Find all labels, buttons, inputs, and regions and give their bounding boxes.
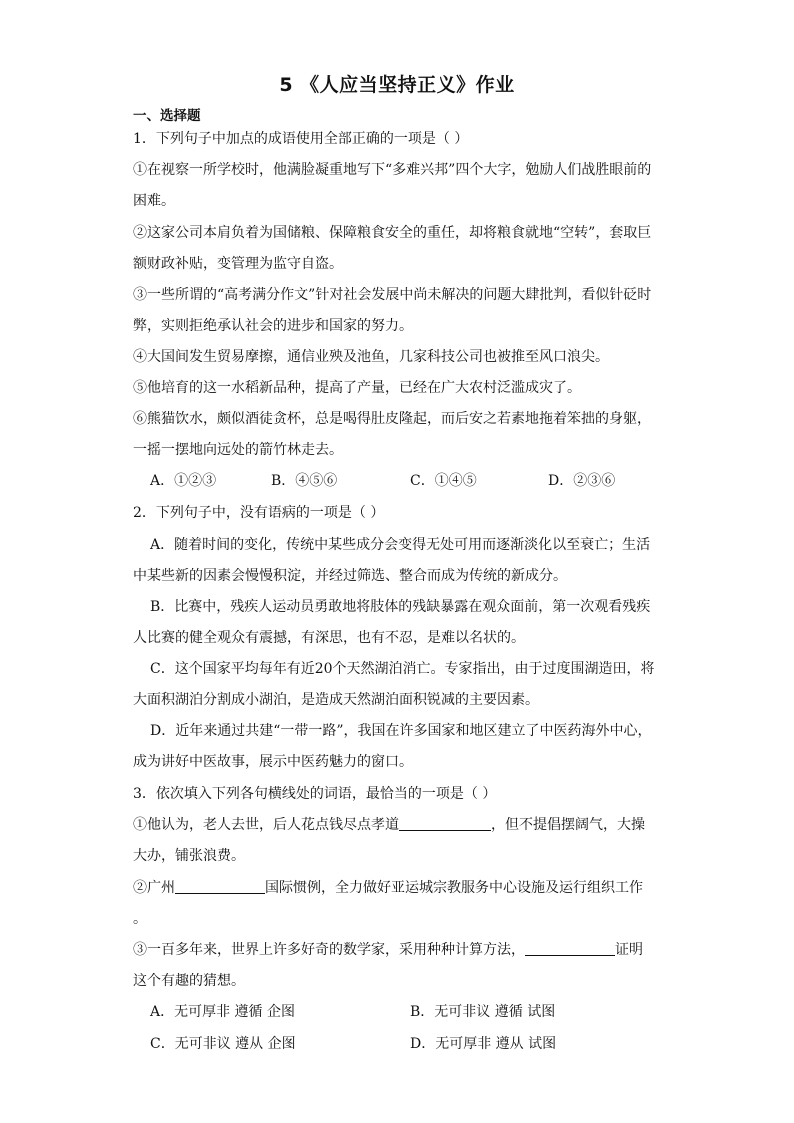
q2-option-c-cont: 大面积湖泊分割成小湖泊，是造成天然湖泊面积锐减的主要因素。 xyxy=(133,692,539,708)
q3-sentence-3 xyxy=(133,940,663,960)
q2-option-b-cont: 人比赛的健全观众有震撼，有深思，也有不忍，是难以名状的。 xyxy=(133,630,525,646)
q2-option-d[interactable]: D．近年来通过共建“一带一路”，我国在许多国家和地区建立了中医药海外中心， xyxy=(150,723,652,739)
q1-sentence-2-cont: 额财政补贴，变管理为监守自盗。 xyxy=(133,256,343,272)
q2-option-a[interactable]: A．随着时间的变化，传统中某些成分会变得无处可用而逐渐淡化以至衰亡；生活 xyxy=(150,537,651,553)
q2-option-c[interactable]: C．这个国家平均每年有近20个天然湖泊消亡。专家指出，由于过度围湖造田，将 xyxy=(150,661,655,677)
q3-stem: 3．依次填入下列各句横线处的词语，最恰当的一项是（ ） xyxy=(133,786,497,802)
q1-option-a[interactable]: A．①②③ xyxy=(150,473,217,489)
q1-stem: 1．下列句子中加点的成语使用全部正确的一项是（ ） xyxy=(133,131,469,147)
q1-sentence-1: ①在视察一所学校时，他满脸凝重地写下“多难兴邦”四个大字，勉励人们战胜眼前的 xyxy=(133,162,652,178)
fill-blank-1[interactable] xyxy=(399,816,491,831)
q1-option-b[interactable]: B．④⑤⑥ xyxy=(271,473,338,489)
page-title: 5 《人应当坚持正义》作业 xyxy=(279,74,515,96)
q1-sentence-1-cont: 困难。 xyxy=(133,193,175,209)
q3-sentence-2-cont: 。 xyxy=(133,911,147,927)
q3-option-b[interactable]: B．无可非议 遵循 试图 xyxy=(410,1004,556,1020)
section-heading: 一、选择题 xyxy=(133,108,201,124)
q2-option-b[interactable]: B．比赛中，残疾人运动员勇敢地将肢体的残缺暴露在观众面前，第一次观看残疾 xyxy=(150,599,651,615)
q3-sentence-2-post: 国际惯例，全力做好亚运城宗教服务中心设施及运行组织工作 xyxy=(265,880,643,896)
q3-sentence-2-pre: ②广州 xyxy=(133,880,175,896)
q3-sentence-1 xyxy=(133,815,663,835)
q3-sentence-3-cont: 这个有趣的猜想。 xyxy=(133,973,245,989)
q2-option-a-cont: 中某些新的因素会慢慢积淀，并经过筛选、整合而成为传统的新成分。 xyxy=(133,568,567,584)
q3-option-c[interactable]: C．无可非议 遵从 企图 xyxy=(150,1036,296,1052)
q3-sentence-2 xyxy=(133,878,663,898)
q1-option-c[interactable]: C．①④⑤ xyxy=(410,473,477,489)
fill-blank-2[interactable] xyxy=(175,879,265,894)
q1-option-d[interactable]: D．②③⑥ xyxy=(548,473,616,489)
q1-sentence-4: ④大国间发生贸易摩擦，通信业殃及池鱼，几家科技公司也被推至风口浪尖。 xyxy=(133,349,609,365)
q3-sentence-1-pre: ①他认为，老人去世，后人花点钱尽点孝道 xyxy=(133,817,399,833)
q3-sentence-3-pre: ③一百多年来，世界上许多好奇的数学家，采用种种计算方法， xyxy=(133,942,525,958)
q1-sentence-6-cont: 一摇一摆地向远处的箭竹林走去。 xyxy=(133,442,343,458)
q3-option-a[interactable]: A．无可厚非 遵循 企图 xyxy=(150,1004,296,1020)
q1-sentence-3: ③一些所谓的“高考满分作文”针对社会发展中尚未解决的问题大肆批判，看似针砭时 xyxy=(133,287,652,303)
fill-blank-3[interactable] xyxy=(525,941,615,956)
q1-sentence-5: ⑤他培育的这一水稻新品种，提高了产量，已经在广大农村泛滥成灾了。 xyxy=(133,380,581,396)
q1-sentence-2: ②这家公司本肩负着为国储粮、保障粮食安全的重任，却将粮食就地“空转”，套取巨 xyxy=(133,225,652,241)
q3-sentence-1-cont: 大办，铺张浪费。 xyxy=(133,848,245,864)
q1-sentence-6: ⑥熊猫饮水，颇似酒徒贪杯，总是喝得肚皮隆起，而后安之若素地拖着笨拙的身躯， xyxy=(133,411,651,427)
q3-option-d[interactable]: D．无可厚非 遵从 试图 xyxy=(410,1036,557,1052)
q3-sentence-1-post: ，但不提倡摆阔气，大操 xyxy=(491,817,645,833)
q2-option-d-cont: 成为讲好中医故事，展示中医药魅力的窗口。 xyxy=(133,754,413,770)
q3-sentence-3-post: 证明 xyxy=(615,942,643,958)
q2-stem: 2．下列句子中，没有语病的一项是（ ） xyxy=(133,505,385,521)
q1-sentence-3-cont: 弊，实则拒绝承认社会的进步和国家的努力。 xyxy=(133,318,413,334)
